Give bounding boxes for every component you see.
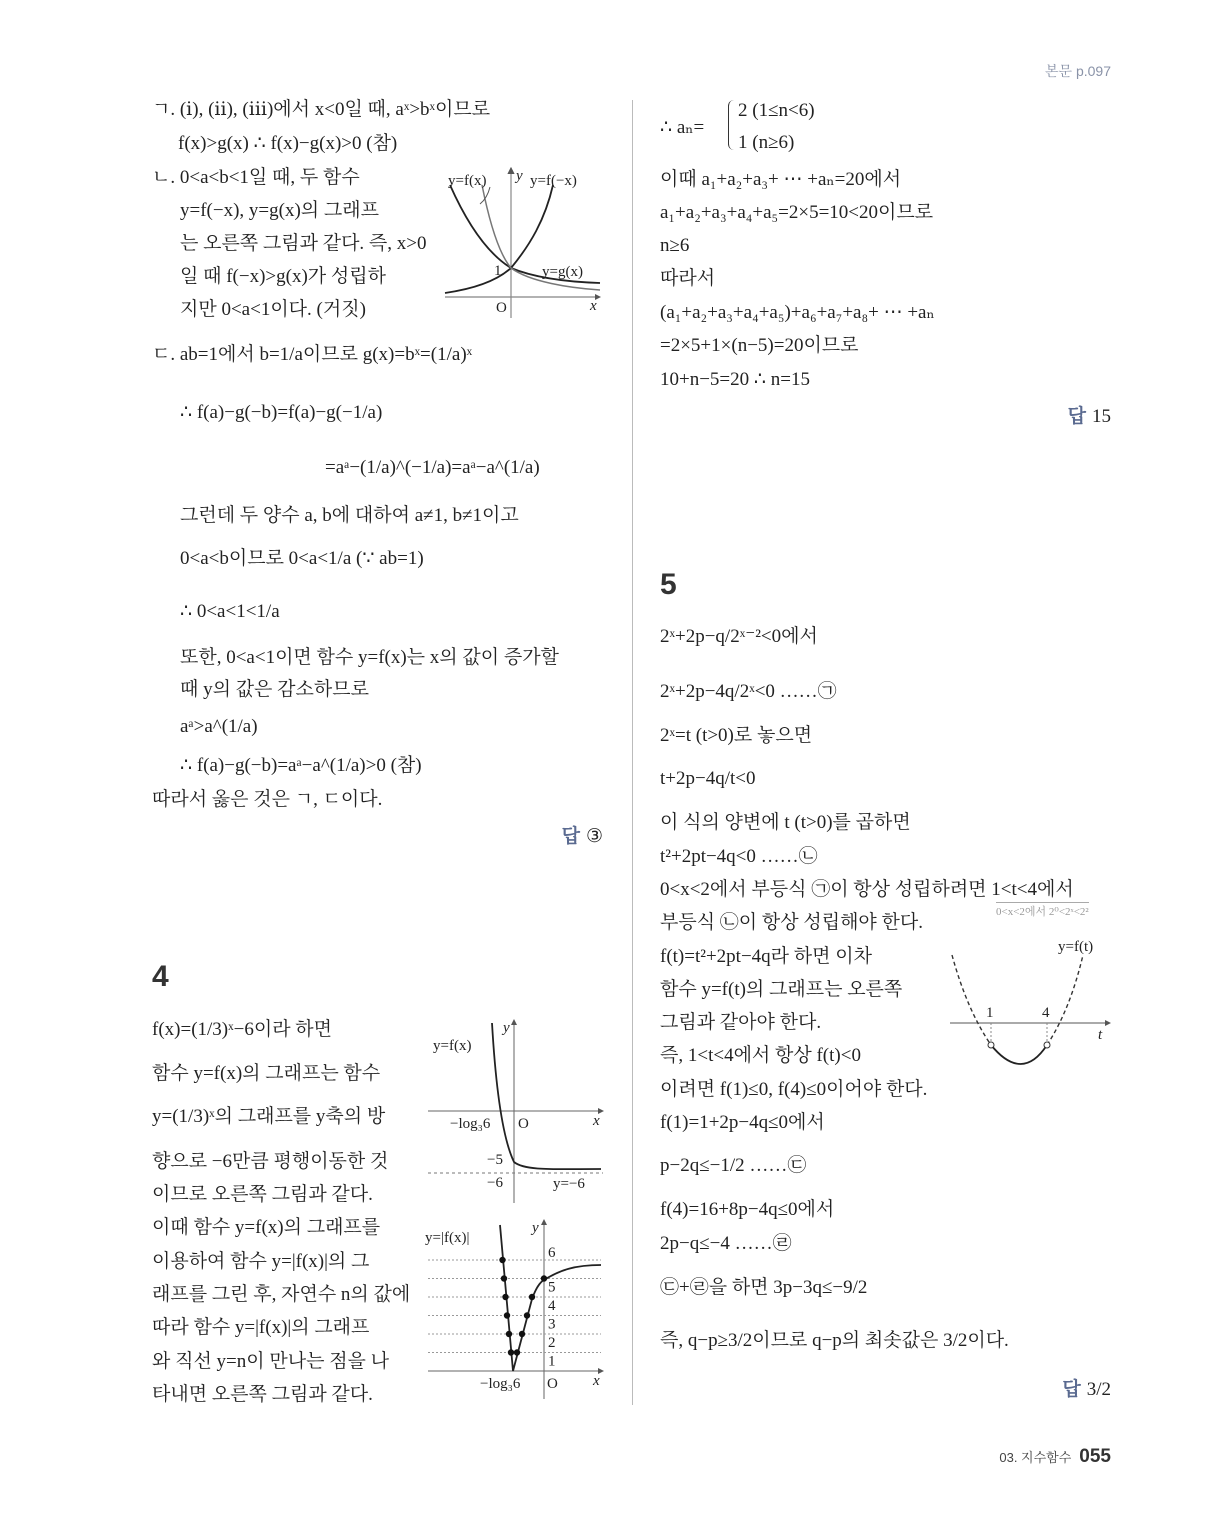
text-line: 그런데 두 양수 a, b에 대하여 a≠1, b≠1이고 <box>180 505 519 526</box>
label-y: y <box>516 168 523 184</box>
label-y: y <box>532 1220 539 1236</box>
page-number: 055 <box>1079 1446 1111 1467</box>
text-line: 10+n−5=20 ∴ n=15 <box>660 369 810 390</box>
problem-number: 5 <box>660 568 677 601</box>
text-line: 함수 y=f(t)의 그래프는 오른쪽 <box>660 979 903 1000</box>
level-label: 1 <box>548 1353 556 1370</box>
label-x: x <box>593 1373 600 1389</box>
intersection-point <box>508 1349 514 1355</box>
label-1: 1 <box>986 1005 994 1021</box>
label-origin: O <box>518 1116 529 1132</box>
label-t: t <box>1098 1027 1103 1043</box>
text-line: ∴ f(a)−g(−b)=f(a)−g(−1/a) <box>180 402 383 423</box>
label-x: x <box>593 1113 600 1129</box>
intersection-point <box>501 1275 507 1281</box>
text-line: =aᵃ−(1/a)^(−1/a)=aᵃ−a^(1/a) <box>325 457 540 478</box>
graph-f-shifted <box>425 1015 605 1205</box>
an-case-2: 1 (n≥6) <box>738 132 795 153</box>
text-line: (a₁+a₂+a₃+a₄+a₅)+a₆+a₇+a₈+ ⋯ +aₙ <box>660 302 935 323</box>
open-point-1 <box>988 1042 994 1048</box>
brace <box>728 100 735 150</box>
label-asymptote: y=−6 <box>553 1176 585 1192</box>
an-prefix: ∴ aₙ= <box>660 117 705 138</box>
level-label: 3 <box>548 1316 556 1333</box>
text-line: aᵃ>a^(1/a) <box>180 716 258 737</box>
text-line: 함수 y=f(x)의 그래프는 함수 <box>152 1063 381 1084</box>
text-line: 이때 a₁+a₂+a₃+ ⋯ +aₙ=20에서 <box>660 169 902 190</box>
chapter-title: 03. 지수함수 <box>999 1450 1072 1465</box>
intersection-point <box>506 1331 512 1337</box>
text-line: n≥6 <box>660 235 690 256</box>
intersection-point <box>514 1349 520 1355</box>
text-line: ㄱ. (ⅰ), (ⅱ), (ⅲ)에서 x<0일 때, aˣ>bˣ이므로 <box>152 99 491 120</box>
text-line: 따라 함수 y=|f(x)|의 그래프 <box>152 1317 370 1338</box>
label-f: y=f(t) <box>1058 939 1094 955</box>
curve-f <box>492 1023 601 1169</box>
text-line: 따라서 <box>660 268 716 289</box>
text-line: 래프를 그린 후, 자연수 n의 값에 <box>152 1284 411 1305</box>
level-label: 4 <box>548 1298 556 1314</box>
text-line: 부등식 ㉡이 항상 성립해야 한다. <box>660 912 923 933</box>
column-divider <box>632 100 633 1405</box>
answer-tag: 답 <box>561 826 580 847</box>
text-line: y=(1/3)ˣ의 그래프를 y축의 방 <box>152 1106 386 1127</box>
label-origin: O <box>547 1376 558 1392</box>
text-line: p−2q≤−1/2 ……㉢ <box>660 1155 807 1176</box>
text-line: 2ˣ+2p−q/2ˣ⁻²<0에서 <box>660 626 818 647</box>
text-line: 이므로 오른쪽 그림과 같다. <box>152 1184 373 1205</box>
answer-tag: 답 <box>1062 1379 1081 1400</box>
text-line: f(t)=t²+2pt−4q라 하면 이차 <box>660 946 872 967</box>
parabola-right-dashed <box>1047 955 1083 1045</box>
text-line: 이려면 f(1)≤0, f(4)≤0이어야 한다. <box>660 1079 928 1100</box>
label-x: x <box>590 298 597 314</box>
text-line: 2ˣ=t (t>0)로 놓으면 <box>660 725 813 746</box>
text-line: f(x)>g(x) ∴ f(x)−g(x)>0 (참) <box>178 133 398 154</box>
text-line: 따라서 옳은 것은 ㄱ, ㄷ이다. <box>152 789 383 810</box>
an-case-1: 2 (1≤n<6) <box>738 100 815 121</box>
text-line: ㉢+㉣을 하면 3p−3q≤−9/2 <box>660 1277 868 1298</box>
graph-parabola <box>945 935 1115 1075</box>
text-line: 이때 함수 y=f(x)의 그래프를 <box>152 1217 381 1238</box>
label-one: 1 <box>494 263 502 279</box>
text-line: f(x)=(1/3)ˣ−6이라 하면 <box>152 1019 333 1040</box>
answer-value: 3/2 <box>1086 1379 1111 1400</box>
label-y: y <box>503 1020 510 1036</box>
answer-tag: 답 <box>1067 406 1086 427</box>
text-line: f(1)=1+2p−4q≤0에서 <box>660 1112 825 1133</box>
label-minus5: −5 <box>487 1152 503 1168</box>
intersection-point <box>504 1312 510 1318</box>
intersection-point <box>529 1294 535 1300</box>
intersection-point <box>502 1294 508 1300</box>
text-line: 그림과 같아야 한다. <box>660 1012 822 1033</box>
open-point-4 <box>1044 1042 1050 1048</box>
text-line: 2ˣ+2p−4q/2ˣ<0 ……㉠ <box>660 681 837 702</box>
text-line: 와 직선 y=n이 만나는 점을 나 <box>152 1351 390 1372</box>
label-f: y=f(x) <box>433 1038 472 1054</box>
level-label: 5 <box>548 1279 556 1296</box>
level-label: 6 <box>548 1245 556 1261</box>
text-line: 0<x<2에서 부등식 ㉠이 항상 성립하려면 1<t<4에서 <box>660 879 1074 900</box>
text-line: ㄷ. ab=1에서 b=1/a이므로 g(x)=bˣ=(1/a)ˣ <box>152 344 473 365</box>
text-line: f(4)=16+8p−4q≤0에서 <box>660 1199 835 1220</box>
intersection-point <box>524 1312 530 1318</box>
intersection-point <box>519 1331 525 1337</box>
page-footer <box>999 1446 1111 1468</box>
level-label: 2 <box>548 1335 556 1351</box>
label-f: y=f(x) <box>448 173 487 189</box>
answer-value: ③ <box>585 826 603 847</box>
text-line: 때 y의 값은 감소하므로 <box>180 679 369 700</box>
text-line: =2×5+1×(n−5)=20이므로 <box>660 335 859 356</box>
text-line: 또한, 0<a<1이면 함수 y=f(x)는 x의 값이 증가할 <box>180 647 559 668</box>
problem-number: 4 <box>152 960 169 993</box>
text-line: ∴ 0<a<1<1/a <box>180 601 280 622</box>
text-line: 이용하여 함수 y=|f(x)|의 그 <box>152 1251 370 1272</box>
label-root: −log₃6 <box>450 1116 491 1132</box>
text-line: 즉, 1<t<4에서 항상 f(t)<0 <box>660 1045 861 1066</box>
side-note: 0<x<2에서 2⁰<2ˣ<2² <box>996 902 1089 919</box>
text-line: y=f(−x), y=g(x)의 그래프 <box>180 200 379 221</box>
text-line: 지만 0<a<1이다. (거짓) <box>180 299 366 320</box>
parabola-solid <box>991 1045 1047 1064</box>
answer <box>1062 1374 1111 1401</box>
label-root: −log₃6 <box>480 1376 521 1392</box>
graph-abs-f <box>425 1215 605 1400</box>
text-line: a₁+a₂+a₃+a₄+a₅=2×5=10<20이므로 <box>660 202 934 223</box>
text-line: t²+2pt−4q<0 ……㉡ <box>660 846 818 867</box>
text-line: 타내면 오른쪽 그림과 같다. <box>152 1384 373 1405</box>
text-line: t+2p−4q/t<0 <box>660 768 756 789</box>
text-line: 이 식의 양변에 t (t>0)를 곱하면 <box>660 812 911 833</box>
label-origin: O <box>496 300 507 316</box>
label-f-neg: y=f(−x) <box>530 173 577 189</box>
label-g: y=g(x) <box>542 264 583 280</box>
text-line: 즉, q−p≥3/2이므로 q−p의 최솟값은 3/2이다. <box>660 1330 1009 1351</box>
graph-f-g <box>440 160 605 320</box>
text-line: ㄴ. 0<a<b<1일 때, 두 함수 <box>152 167 360 188</box>
answer <box>562 821 603 848</box>
text-line: 2p−q≤−4 ……㉣ <box>660 1233 792 1254</box>
answer-value: 15 <box>1092 406 1111 427</box>
page-reference: 본문 p.097 <box>1045 63 1111 79</box>
text-line: 는 오른쪽 그림과 같다. 즉, x>0 <box>180 233 427 254</box>
label-4: 4 <box>1042 1005 1050 1021</box>
answer <box>1068 401 1111 428</box>
text-line: 0<a<b이므로 0<a<1/a (∵ ab=1) <box>180 548 424 569</box>
label-minus6: −6 <box>487 1175 503 1191</box>
intersection-point <box>541 1275 547 1281</box>
intersection-point <box>499 1257 505 1263</box>
parabola-left-dashed <box>952 955 991 1045</box>
text-line: 향으로 −6만큼 평행이동한 것 <box>152 1151 389 1172</box>
label-abs-f: y=|f(x)| <box>425 1230 470 1246</box>
text-line: 일 때 f(−x)>g(x)가 성립하 <box>180 266 386 287</box>
text-line: ∴ f(a)−g(−b)=aᵃ−a^(1/a)>0 (참) <box>180 755 422 776</box>
